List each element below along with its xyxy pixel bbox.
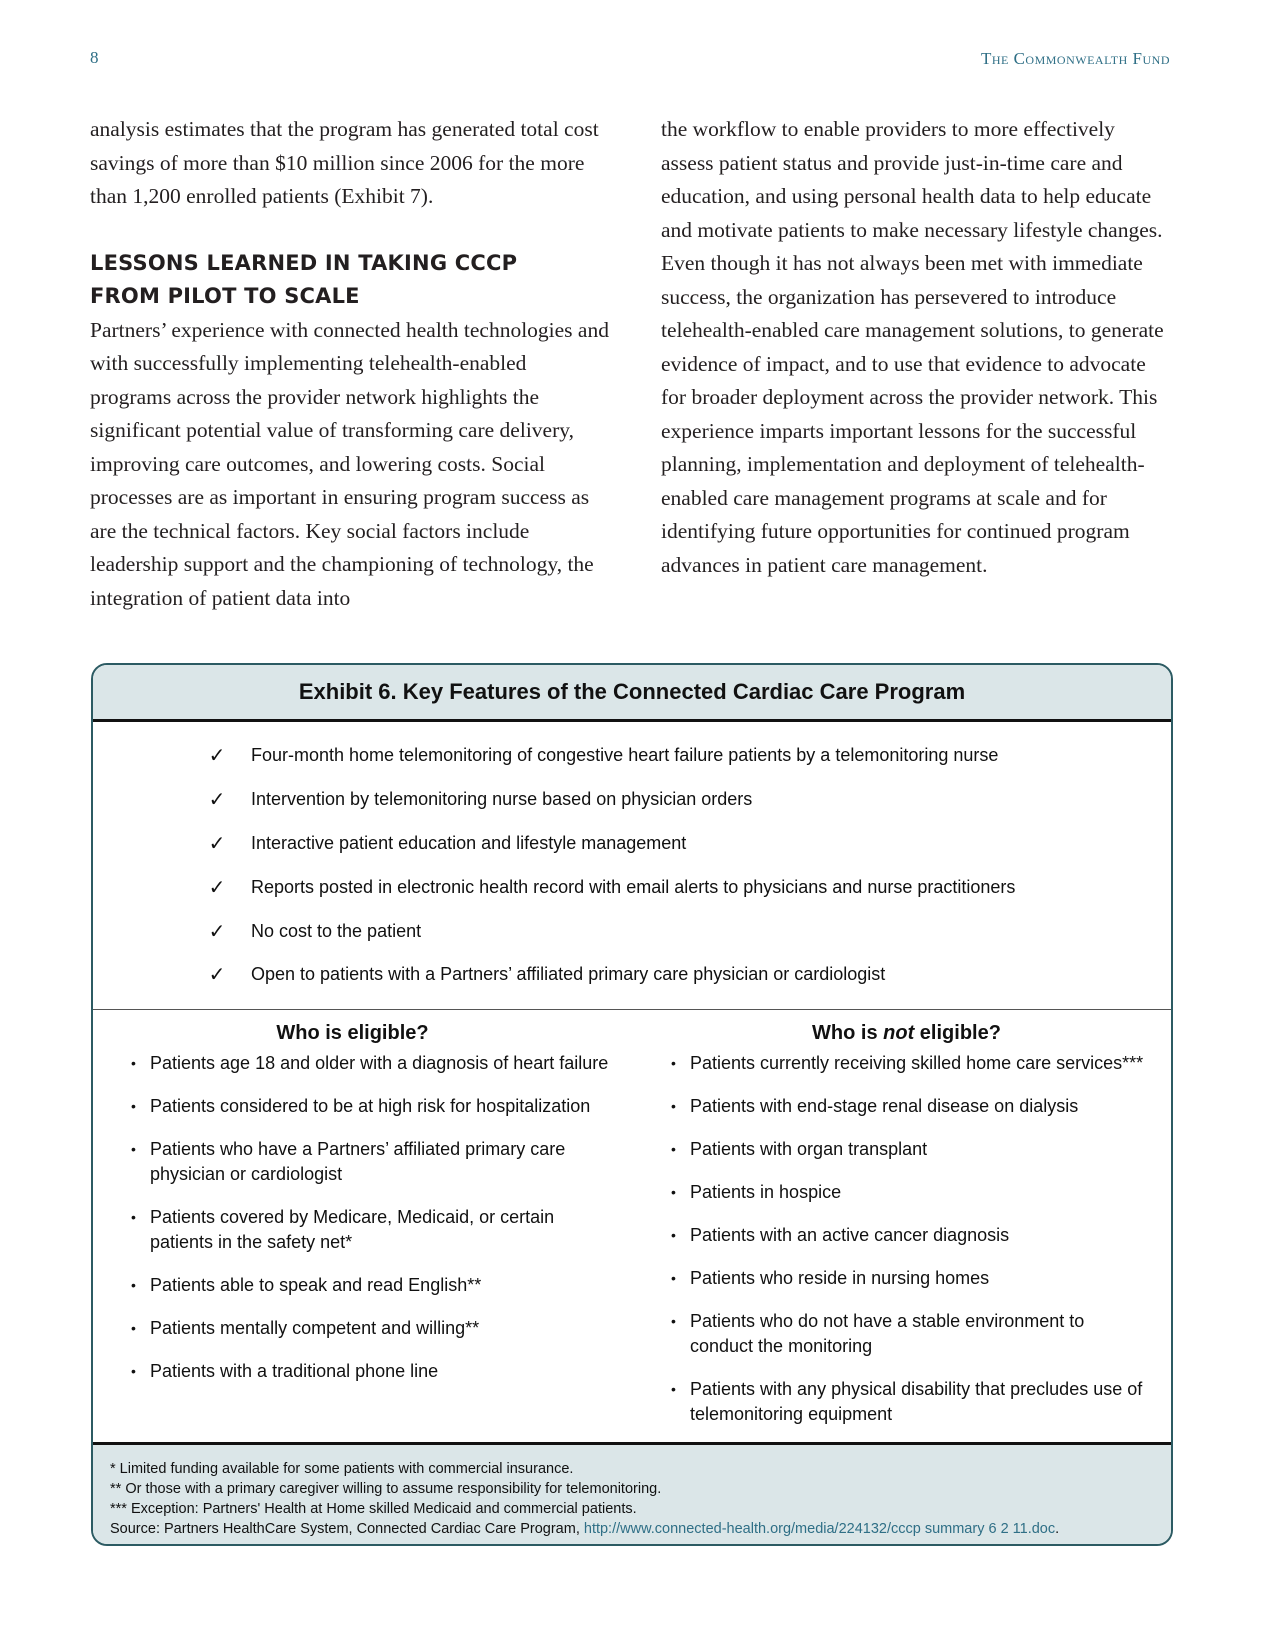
checkmark-icon: ✓ [208, 876, 226, 899]
source-line [110, 1519, 1171, 1539]
body-paragraph-left: Partners’ experience with connected health technologies and with successfully implementing telehealth-enabled programs across the provider network highlights the significant potential value of transforming care delivery, improving care outcomes, and lowering costs. Social processes are as important in ensuring program success as are the technical factors. Key social factors include leadership support and the championing of technology, the integration of patient data into [90, 317, 609, 610]
eligible-list [150, 1051, 632, 1384]
feature-item [93, 865, 1171, 909]
feature-item [93, 734, 1171, 778]
not-eligible-column [632, 1010, 1171, 1442]
list-item: • Patients with a traditional phone line [150, 1359, 632, 1384]
list-item: • Patients able to speak and read English** [150, 1273, 632, 1298]
checkmark-icon: ✓ [208, 964, 226, 987]
list-item: • Patients mentally competent and willing** [150, 1316, 632, 1341]
feature-text: Reports posted in electronic health record with email alerts to physicians and nurse practitioners [251, 876, 1016, 897]
section-heading-line2: FROM PILOT TO SCALE [90, 284, 360, 308]
intro-paragraph: analysis estimates that the program has generated total cost savings of more than $10 million since 2006 for the more than 1,200 enrolled patients (Exhibit 7). [90, 117, 599, 208]
list-item: • Patients who reside in nursing homes [690, 1266, 1171, 1291]
eligibility-section [93, 1010, 1171, 1445]
feature-item [93, 778, 1171, 822]
exhibit-title: Exhibit 6. Key Features of the Connected Cardiac Care Program [93, 665, 1171, 722]
feature-item [93, 953, 1171, 997]
list-item: • Patients who have a Partners’ affiliated primary care physician or cardiologist [150, 1137, 632, 1187]
not-eligible-heading [632, 1022, 1171, 1045]
list-item: • Patients with end-stage renal disease on dialysis [690, 1094, 1171, 1119]
list-item: • Patients with any physical disability that precludes use of telemonitoring equipment [690, 1377, 1171, 1427]
feature-text: Intervention by telemonitoring nurse based on physician orders [251, 789, 753, 810]
checkmark-icon: ✓ [208, 745, 226, 768]
list-item: • Patients with organ transplant [690, 1137, 1171, 1162]
not-eligible-heading-emphasis: not [883, 1021, 915, 1044]
running-head: The Commonwealth Fund [980, 49, 1170, 68]
exhibit-notes [93, 1445, 1171, 1546]
footnote-3: *** Exception: Partners' Health at Home skilled Medicaid and commercial patients. [110, 1500, 637, 1517]
left-column [90, 113, 610, 615]
eligible-heading: Who is eligible? [276, 1021, 429, 1044]
not-eligible-heading-pre: Who is [812, 1021, 884, 1044]
feature-text: No cost to the patient [251, 920, 422, 941]
list-item: • Patients with an active cancer diagnosis [690, 1223, 1171, 1248]
section-heading [90, 247, 610, 314]
list-item: • Patients age 18 and older with a diagnosis of heart failure [150, 1051, 632, 1076]
eligible-column [93, 1010, 632, 1442]
source-prefix: Source: Partners HealthCare System, Connected Cardiac Care Program, [110, 1520, 584, 1537]
feature-text: Open to patients with a Partners’ affiliated primary care physician or cardiologist [251, 964, 886, 985]
list-item: • Patients considered to be at high risk for hospitalization [150, 1094, 632, 1119]
body-paragraph-right: the workflow to enable providers to more effectively assess patient status and provide just-in-time care and education, and using personal health data to help educate and motivate patients to make necessary lifestyle changes. Even though it has not always been met with immediate success, the organization has persevered to introduce telehealth-enabled care management solutions, to generate evidence of impact, and to use that evidence to advocate for broader deployment across the provider network. This experience imparts important lessons for the successful planning, implementation and deployment of telehealth-enabled care management programs at scale and for identifying future opportunities for continued program advances in patient care management. [661, 117, 1164, 577]
feature-item [93, 909, 1171, 953]
source-link[interactable]: http://www.connected-health.org/media/224132/cccp summary 6 2 11.doc [583, 1520, 1056, 1537]
feature-item [93, 822, 1171, 866]
feature-text: Interactive patient education and lifestyle management [251, 832, 687, 853]
exhibit-box [91, 663, 1173, 1546]
section-heading-line1: LESSONS LEARNED IN TAKING CCCP [90, 250, 518, 275]
checkmark-icon: ✓ [208, 832, 226, 855]
page-number: 8 [90, 48, 99, 67]
checkmark-icon: ✓ [208, 920, 226, 943]
feature-text: Four-month home telemonitoring of congestive heart failure patients by a telemonitoring nurse [251, 745, 999, 766]
footnote-2: ** Or those with a primary caregiver willing to assume responsibility for telemonitoring. [110, 1480, 662, 1497]
list-item: • Patients in hospice [690, 1180, 1171, 1205]
list-item: • Patients who do not have a stable environment to conduct the monitoring [690, 1309, 1171, 1359]
right-column [661, 113, 1171, 582]
source-suffix: . [1055, 1520, 1060, 1537]
list-item: • Patients covered by Medicare, Medicaid, or certain patients in the safety net* [150, 1205, 632, 1255]
not-eligible-heading-post: eligible? [914, 1021, 1001, 1044]
checkmark-icon: ✓ [208, 789, 226, 812]
feature-list [93, 722, 1171, 1010]
list-item: • Patients currently receiving skilled home care services*** [690, 1051, 1171, 1076]
not-eligible-list [690, 1051, 1171, 1427]
footnote-1: * Limited funding available for some patients with commercial insurance. [110, 1460, 574, 1477]
